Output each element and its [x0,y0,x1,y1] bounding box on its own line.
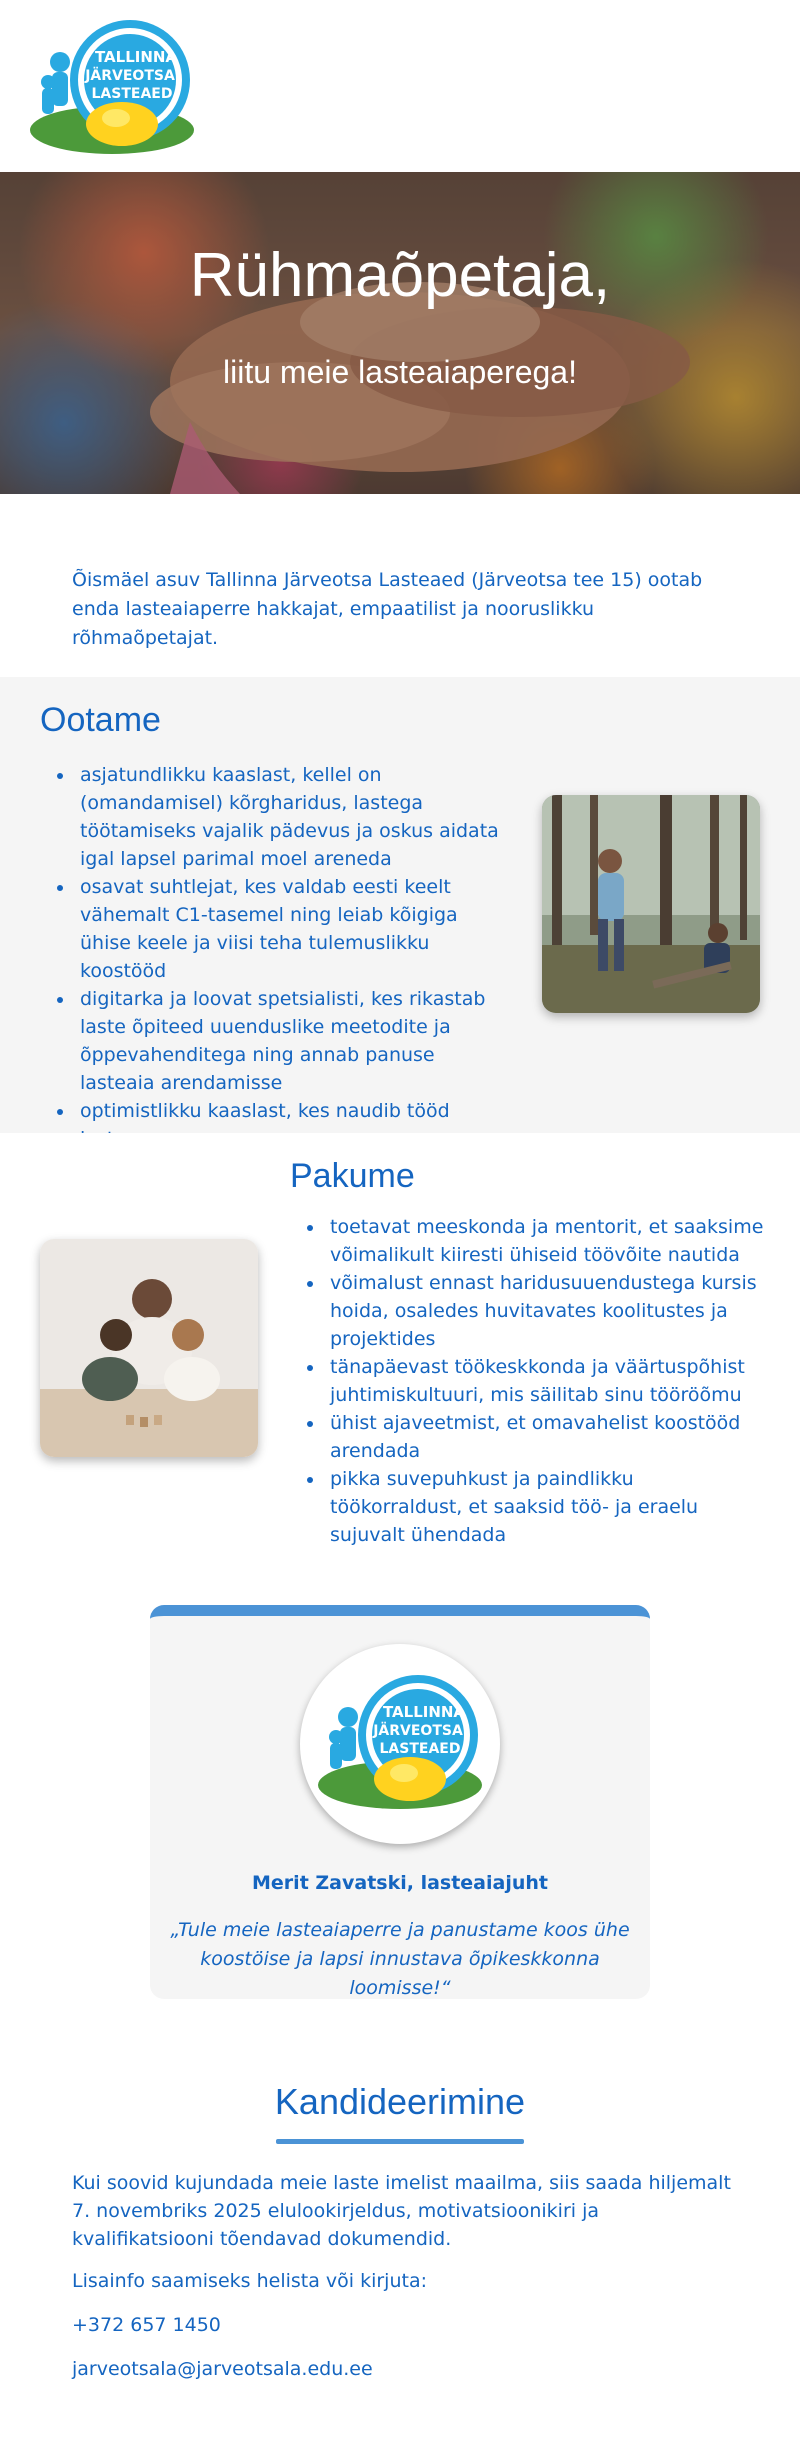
kindergarten-logo[interactable] [26,18,198,158]
list-item: osavat suhtlejat, kes valdab eesti keelt vähemalt C1-tasemel ning leiab kõigiga ühise keele ja viisi teha tulemuslikku koostööd [40,873,510,985]
avatar-logo-line-3: LASTEAED [379,1741,461,1757]
director-section [0,1575,800,2045]
intro-text: Õismäel asuv Tallinna Järveotsa Lasteaed (Järveotsa tee 15) ootab enda lasteaiaperre hakkajat, empaatilist ja nooruslikku rõhmaõpetajat. [72,569,703,649]
logo-line-3: LASTEAED [91,86,173,102]
expect-section [0,677,800,1133]
list-item: optimistlikku kaaslast, kes naudib tööd [40,1097,510,1153]
director-quote: „Tule meie lasteaiaperre ja panustame koos ühe koostöise ja lapsi innustava õpikeskkonna loomisse!“ [170,1919,630,1999]
title-underline [276,2139,524,2144]
list-item: võimalust ennast haridusuuendustega kursis hoida, osaledes huvitavates koolitustes ja projektides [290,1269,770,1353]
director-avatar [300,1644,500,1844]
list-item: digitarka ja loovat spetsialisti, kes rikastab laste õpiteed uuenduslike meetodite ja õppevahenditega ning annab panuse lasteaia arendamisse [40,985,510,1097]
list-item: asjatundlikku kaaslast, kellel on (omandamisel) kõrgharidus, lastega töötamiseks vajalik pädevus ja oskus aidata igal lapsel parimal moel areneda [40,761,510,873]
hero-banner [0,172,800,494]
hero-title: Rühmaõpetaja, [189,241,611,310]
page-header [0,0,800,172]
list-item: ühist ajaveetmist, et omavahelist koostööd arendada [290,1409,770,1465]
logo-line-2: JÄRVEOTSA [85,68,175,84]
phone-link[interactable]: +372 657 1450 [72,2314,221,2336]
avatar-logo-line-2: JÄRVEOTSA [373,1723,463,1739]
list-item: pikka suvepuhkust ja paindlikku töökorraldust, et saaksid töö- ja eraelu sujuvalt ühendada [290,1465,770,1549]
apply-title: Kandideerimine [274,2081,526,2122]
director-card [150,1605,650,1999]
expect-list [40,761,510,1153]
apply-text: Kui soovid kujundada meie laste imelist maailma, siis saada hiljemalt 7. novembriks 2025 elulookirjeldus, motivatsioonikiri ja kvalifikatsiooni tõendavad dokumendid. [72,2172,731,2250]
offer-title: Pakume [290,1157,415,1195]
forest-photo [542,795,760,1013]
director-name: Merit Zavatski, lasteaiajuht [252,1872,548,1894]
info-label: Lisainfo saamiseks helista või kirjuta: [72,2270,427,2292]
avatar-logo-line-1: TALLINNA [382,1703,466,1721]
email-link[interactable]: jarveotsala@jarveotsala.edu.ee [72,2358,373,2380]
family-photo [40,1239,258,1457]
list-item: toetavat meeskonda ja mentorit, et saaksime võimalikult kiiresti ühiseid töövõite nautida [290,1213,770,1269]
logo-line-1: TALLINNA [94,48,178,66]
hero-subtitle: liitu meie lasteaiaperega! [223,354,577,390]
offer-list [290,1213,770,1549]
expect-title: Ootame [40,701,161,739]
list-item: tänapäevast töökeskkonda ja väärtuspõhist juhtimiskultuuri, mis säilitab sinu tööröõmu [290,1353,770,1409]
offer-section [0,1133,800,1575]
apply-section [0,2045,800,2437]
